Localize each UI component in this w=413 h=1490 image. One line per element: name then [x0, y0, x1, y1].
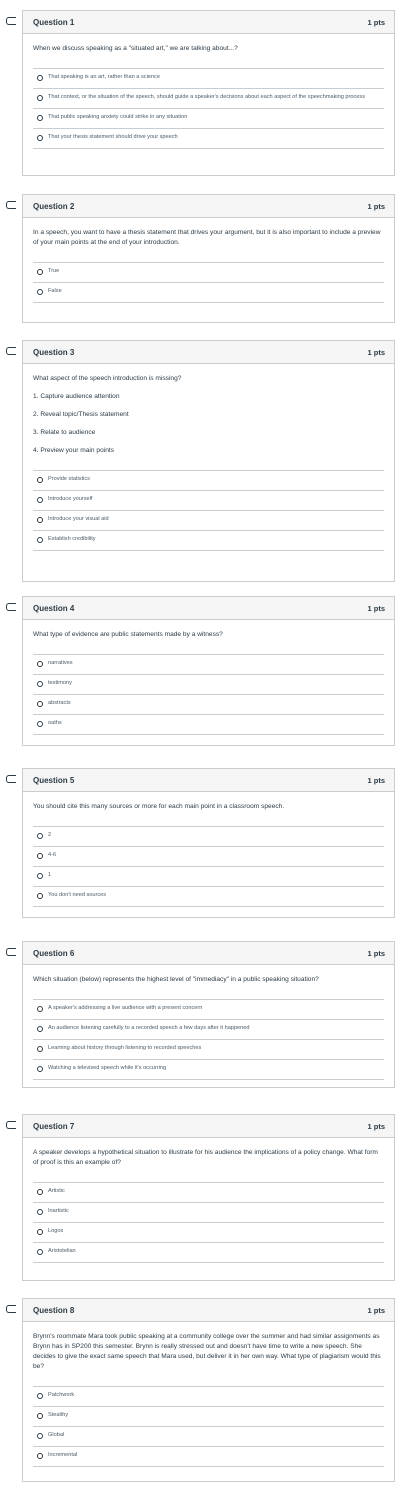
radio-button-icon[interactable]	[37, 1433, 43, 1439]
answer-list	[33, 654, 384, 735]
radio-button-icon[interactable]	[37, 1229, 43, 1235]
radio-button-icon[interactable]	[37, 269, 43, 275]
radio-button-icon[interactable]	[37, 95, 43, 101]
radio-button-icon[interactable]	[37, 135, 43, 141]
question-text-line: Which situation (below) represents the highest level of "immediacy" in a public speaking situation?	[33, 976, 319, 983]
answer-option[interactable]	[33, 1000, 384, 1020]
answer-list	[33, 1182, 384, 1263]
answer-label: A speaker's addressing a live audience with a present concern	[48, 1005, 203, 1011]
radio-button-icon[interactable]	[37, 1066, 43, 1072]
answer-label: False	[48, 288, 62, 294]
answer-option[interactable]	[33, 827, 384, 847]
question-text-line: When we discuss speaking as a "situated art," we are talking about...?	[33, 45, 238, 52]
answer-option[interactable]	[33, 1427, 384, 1447]
radio-button-icon[interactable]	[37, 115, 43, 121]
answer-option[interactable]	[33, 1407, 384, 1427]
answer-option[interactable]	[33, 283, 384, 303]
answer-option[interactable]	[33, 1060, 384, 1080]
answer-option[interactable]	[33, 511, 384, 531]
question-text-line: You should cite this many sources or more for each main point in a classroom speech.	[33, 803, 285, 810]
bookmark-flag-icon[interactable]	[6, 1305, 16, 1313]
radio-button-icon[interactable]	[37, 477, 43, 483]
radio-button-icon[interactable]	[37, 1393, 43, 1399]
radio-button-icon[interactable]	[37, 681, 43, 687]
radio-button-icon[interactable]	[37, 1209, 43, 1215]
question-text-line: Brynn's roommate Mara took public speaking at a community college over the summer and had similar assignments as Brynn has in SP200 this semester. Brynn is really stressed out and doesn't have time to write a new speech. She decides to give the exact same speech that Mara used, but deliver it in her own way. What type of plagiarism would this be?	[33, 1333, 381, 1370]
question-title: Question 5	[33, 775, 75, 785]
answer-option[interactable]	[33, 847, 384, 867]
answer-option[interactable]	[33, 655, 384, 675]
answer-label: 2	[48, 832, 52, 838]
radio-button-icon[interactable]	[37, 1453, 43, 1459]
answer-label: Aristotelian	[48, 1248, 76, 1254]
radio-button-icon[interactable]	[37, 497, 43, 503]
answer-option[interactable]	[33, 1243, 384, 1263]
answer-label: narratives	[48, 660, 73, 666]
question-text	[33, 975, 384, 985]
answer-label: Inartistic	[48, 1208, 69, 1214]
question-text	[33, 802, 384, 812]
answer-option[interactable]	[33, 263, 384, 283]
question-card	[22, 596, 395, 746]
answer-label: Introduce your visual aid	[48, 516, 109, 522]
question-text-line: A speaker develops a hypothetical situation to illustrate for his audience the implications of a policy change. What form of proof is this an example of?	[33, 1149, 378, 1166]
answer-label: That public speaking anxiety could strike in any situation	[48, 114, 188, 120]
answer-list	[33, 470, 384, 551]
question-points: 1 pts	[367, 17, 385, 27]
question-text-line: What aspect of the speech introduction is missing?	[33, 375, 182, 382]
answer-label: True	[48, 268, 60, 274]
answer-option[interactable]	[33, 715, 384, 735]
question-text-line: 4. Preview your main points	[33, 447, 114, 454]
answer-option[interactable]	[33, 69, 384, 89]
radio-button-icon[interactable]	[37, 1249, 43, 1255]
bookmark-flag-icon[interactable]	[6, 201, 16, 209]
answer-option[interactable]	[33, 1447, 384, 1467]
bookmark-flag-icon[interactable]	[6, 347, 16, 355]
answer-label: An audience listening carefully to a recorded speech a few days after it happened	[48, 1025, 250, 1031]
answer-label: Artistic	[48, 1188, 65, 1194]
bookmark-flag-icon[interactable]	[6, 17, 16, 25]
question-text	[33, 228, 384, 248]
answer-option[interactable]	[33, 109, 384, 129]
answer-list	[33, 1386, 384, 1467]
radio-button-icon[interactable]	[37, 1189, 43, 1195]
question-title: Question 6	[33, 948, 75, 958]
question-points: 1 pts	[367, 201, 385, 211]
question-text	[33, 1148, 384, 1168]
radio-button-icon[interactable]	[37, 517, 43, 523]
radio-button-icon[interactable]	[37, 661, 43, 667]
question-text-line: 1. Capture audience attention	[33, 393, 120, 400]
radio-button-icon[interactable]	[37, 873, 43, 879]
answer-label: You don't need sources	[48, 892, 107, 898]
bookmark-flag-icon[interactable]	[6, 948, 16, 956]
question-header	[23, 597, 394, 620]
answer-label: Watching a televised speech while it's occurring	[48, 1065, 167, 1071]
question-card	[22, 1298, 395, 1482]
question-card	[22, 768, 395, 918]
answer-option[interactable]	[33, 1183, 384, 1203]
answer-option[interactable]	[33, 867, 384, 887]
question-points: 1 pts	[367, 775, 385, 785]
answer-option[interactable]	[33, 471, 384, 491]
answer-option[interactable]	[33, 531, 384, 551]
answer-label: Patchwork	[48, 1392, 75, 1398]
question-card	[22, 941, 395, 1088]
answer-list	[33, 262, 384, 303]
question-points: 1 pts	[367, 1121, 385, 1131]
answer-list	[33, 826, 384, 907]
question-title: Question 7	[33, 1121, 75, 1131]
radio-button-icon[interactable]	[37, 833, 43, 839]
question-text	[33, 630, 384, 640]
answer-list	[33, 68, 384, 149]
radio-button-icon[interactable]	[37, 75, 43, 81]
radio-button-icon[interactable]	[37, 893, 43, 899]
question-header	[23, 1299, 394, 1322]
question-card	[22, 340, 395, 582]
question-title: Question 8	[33, 1305, 75, 1315]
radio-button-icon[interactable]	[37, 1046, 43, 1052]
question-text-line: What type of evidence are public statements made by a witness?	[33, 631, 223, 638]
answer-option[interactable]	[33, 1020, 384, 1040]
answer-label: Incremental	[48, 1452, 78, 1458]
question-card	[22, 1114, 395, 1281]
radio-button-icon[interactable]	[37, 701, 43, 707]
answer-option[interactable]	[33, 1203, 384, 1223]
radio-button-icon[interactable]	[37, 1026, 43, 1032]
answer-label: Logos	[48, 1228, 64, 1234]
answer-option[interactable]	[33, 1387, 384, 1407]
question-header	[23, 341, 394, 364]
bookmark-flag-icon[interactable]	[6, 775, 16, 783]
question-points: 1 pts	[367, 603, 385, 613]
bookmark-flag-icon[interactable]	[6, 1121, 16, 1129]
question-text	[33, 44, 384, 54]
question-header	[23, 1115, 394, 1138]
answer-label: Provide statistics	[48, 476, 90, 482]
answer-label: Global	[48, 1432, 65, 1438]
bookmark-flag-icon[interactable]	[6, 603, 16, 611]
radio-button-icon[interactable]	[37, 853, 43, 859]
answer-label: Learning about history through listening to recorded speeches	[48, 1045, 202, 1051]
answer-label: oaths	[48, 720, 62, 726]
answer-label: testimony	[48, 680, 72, 686]
question-header	[23, 942, 394, 965]
question-points: 1 pts	[367, 948, 385, 958]
question-text-line: 3. Relate to audience	[33, 429, 96, 436]
answer-option[interactable]	[33, 887, 384, 907]
answer-label: That speaking is an art, rather than a science	[48, 74, 160, 80]
question-text-line: In a speech, you want to have a thesis statement that drives your argument, but it is also important to include a preview of your main points at the end of your introduction.	[33, 229, 381, 246]
answer-option[interactable]	[33, 1040, 384, 1060]
answer-option[interactable]	[33, 89, 384, 109]
question-header	[23, 11, 394, 34]
question-card	[22, 10, 395, 176]
answer-label: That context, or the situation of the speech, should guide a speaker's decisions about each aspect of the speechmaking process	[48, 94, 366, 100]
answer-label: abstracts	[48, 700, 71, 706]
question-title: Question 3	[33, 347, 75, 357]
question-header	[23, 769, 394, 792]
question-header	[23, 195, 394, 218]
question-title: Question 1	[33, 17, 75, 27]
answer-option[interactable]	[33, 129, 384, 149]
answer-label: That your thesis statement should drive your speech	[48, 134, 178, 140]
question-title: Question 4	[33, 603, 75, 613]
question-text-line: 2. Reveal topic/Thesis statement	[33, 411, 129, 418]
answer-option[interactable]	[33, 695, 384, 715]
question-text	[33, 374, 384, 456]
answer-label: 4-6	[48, 852, 57, 858]
answer-option[interactable]	[33, 675, 384, 695]
radio-button-icon[interactable]	[37, 1413, 43, 1419]
radio-button-icon[interactable]	[37, 537, 43, 543]
answer-label: Establish credibility	[48, 536, 96, 542]
answer-label: Stealthy	[48, 1412, 69, 1418]
answer-label: Introduce yourself	[48, 496, 93, 502]
answer-option[interactable]	[33, 491, 384, 511]
radio-button-icon[interactable]	[37, 289, 43, 295]
question-card	[22, 194, 395, 323]
answer-list	[33, 999, 384, 1080]
question-text	[33, 1332, 384, 1372]
question-title: Question 2	[33, 201, 75, 211]
question-points: 1 pts	[367, 1305, 385, 1315]
answer-option[interactable]	[33, 1223, 384, 1243]
question-points: 1 pts	[367, 347, 385, 357]
answer-label: 1	[48, 872, 52, 878]
radio-button-icon[interactable]	[37, 1006, 43, 1012]
radio-button-icon[interactable]	[37, 721, 43, 727]
